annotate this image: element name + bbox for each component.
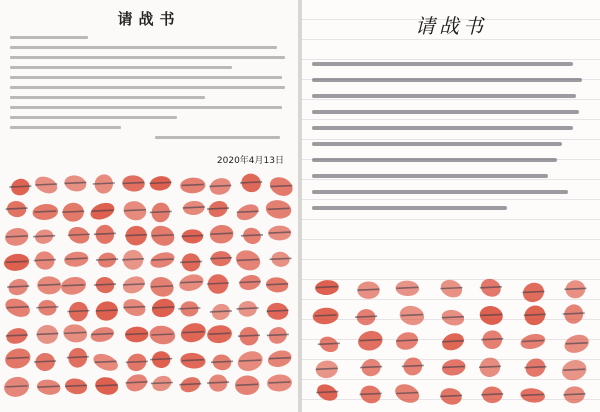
left-fingerprint-grid <box>0 0 298 412</box>
left-signature-stamp <box>121 296 148 319</box>
right-signature-stamp <box>562 332 591 356</box>
left-signature-stamp <box>125 351 149 374</box>
left-signature-stamp <box>89 325 115 344</box>
left-signature-stamp <box>267 374 293 392</box>
left-signature-stamp <box>4 226 30 247</box>
right-fingerprint-grid <box>302 0 600 412</box>
left-signature-stamp <box>6 276 30 298</box>
left-signature-stamp <box>33 228 55 246</box>
left-signature-stamp <box>265 276 289 293</box>
right-signature-stamp <box>519 332 547 352</box>
left-signature-stamp <box>125 326 149 343</box>
right-signature-stamp <box>440 330 467 353</box>
left-signature-stamp <box>183 200 205 215</box>
left-signature-stamp <box>149 175 172 192</box>
right-signature-stamp <box>317 334 340 355</box>
right-signature-stamp <box>398 304 426 328</box>
right-signature-stamp <box>395 280 419 297</box>
left-signature-stamp <box>94 276 116 295</box>
right-signature-stamp <box>401 355 425 378</box>
right-signature-stamp <box>477 355 502 379</box>
right-signature-stamp <box>441 358 467 378</box>
left-signature-stamp <box>148 222 177 249</box>
left-signature-stamp <box>94 299 120 322</box>
left-signature-stamp <box>62 202 85 222</box>
right-petition-title: 请战书 <box>415 14 487 38</box>
left-signature-stamp <box>235 348 265 374</box>
left-signature-stamp <box>206 198 230 219</box>
left-signature-stamp <box>211 353 233 372</box>
right-signature-stamp <box>523 355 549 380</box>
left-signature-stamp <box>6 200 28 219</box>
left-signature-stamp <box>235 375 260 395</box>
left-signature-stamp <box>36 378 61 396</box>
left-signature-stamp <box>209 224 234 244</box>
left-signature-stamp <box>3 252 30 272</box>
left-signature-stamp <box>266 348 293 369</box>
left-signature-stamp <box>124 371 150 394</box>
right-signature-stamp <box>478 304 504 327</box>
left-signature-stamp <box>182 229 204 243</box>
left-signature-stamp <box>268 225 291 240</box>
left-signature-stamp <box>178 301 200 317</box>
left-signature-stamp <box>238 273 262 292</box>
right-signature-stamp <box>440 308 465 328</box>
left-signature-stamp <box>179 320 208 345</box>
left-signature-stamp <box>96 251 118 270</box>
right-signature-stamp <box>563 386 585 404</box>
left-signature-stamp <box>122 199 149 223</box>
left-signature-stamp <box>267 174 296 200</box>
left-signature-stamp <box>180 352 207 370</box>
left-signature-stamp <box>94 375 120 397</box>
right-signature-stamp <box>355 308 377 325</box>
left-signature-stamp <box>233 247 263 274</box>
left-signature-stamp <box>36 299 58 316</box>
left-signature-stamp <box>239 171 264 195</box>
left-signature-stamp <box>241 225 264 247</box>
left-signature-stamp <box>37 276 61 295</box>
left-signature-stamp <box>179 250 203 274</box>
right-petition-sheet <box>302 0 600 412</box>
right-signature-stamp <box>520 279 547 305</box>
left-signature-stamp <box>266 302 289 321</box>
left-signature-stamp <box>148 324 176 346</box>
left-signature-stamp <box>206 324 233 345</box>
left-signature-stamp <box>64 377 88 396</box>
left-signature-stamp <box>9 176 32 197</box>
right-signature-stamp <box>481 386 503 403</box>
left-signature-stamp <box>266 324 289 346</box>
left-signature-stamp <box>5 326 29 346</box>
right-signature-stamp <box>478 276 504 300</box>
right-signature-stamp <box>520 387 546 404</box>
right-signature-stamp <box>521 302 548 328</box>
left-signature-stamp <box>150 351 172 368</box>
left-signature-stamp <box>63 174 88 194</box>
left-signature-stamp <box>33 174 60 197</box>
left-signature-stamp <box>3 295 33 320</box>
right-signature-stamp <box>315 359 339 379</box>
left-signature-stamp <box>207 274 229 295</box>
right-signature-stamp <box>564 279 586 299</box>
left-signature-stamp <box>149 201 172 225</box>
left-signature-stamp <box>180 177 206 194</box>
left-signature-stamp <box>124 225 147 247</box>
left-signature-stamp <box>264 198 292 220</box>
left-signature-stamp <box>237 300 259 318</box>
left-signature-stamp <box>121 273 148 296</box>
left-signature-stamp <box>36 324 58 344</box>
left-signature-stamp <box>62 323 88 344</box>
left-signature-stamp <box>148 274 176 299</box>
left-signature-stamp <box>32 203 59 221</box>
left-signature-stamp <box>208 176 233 197</box>
left-signature-stamp <box>150 373 173 393</box>
right-signature-stamp <box>356 328 385 353</box>
left-signature-stamp <box>66 299 91 324</box>
left-signature-stamp <box>33 249 57 272</box>
left-signature-stamp <box>270 251 292 269</box>
left-signature-stamp <box>94 224 116 244</box>
right-signature-stamp <box>360 357 382 378</box>
left-signature-stamp <box>3 346 33 372</box>
left-signature-stamp <box>59 275 87 297</box>
right-signature-stamp <box>481 329 503 350</box>
left-signature-stamp <box>63 250 89 267</box>
right-signature-stamp <box>438 277 465 301</box>
left-signature-stamp <box>238 327 260 346</box>
right-signature-stamp <box>315 279 340 295</box>
right-signature-stamp <box>314 381 340 404</box>
right-signature-stamp <box>357 281 379 299</box>
left-signature-stamp <box>178 375 202 395</box>
left-signature-stamp <box>122 174 146 192</box>
right-signature-stamp <box>394 330 420 353</box>
left-signature-stamp <box>149 250 177 271</box>
left-signature-stamp <box>88 200 116 223</box>
left-signature-stamp <box>92 172 115 196</box>
right-signature-stamp <box>561 301 586 326</box>
left-signature-stamp <box>2 375 31 399</box>
right-signature-stamp <box>439 386 463 406</box>
left-signature-stamp <box>235 201 261 223</box>
left-signature-stamp <box>34 352 56 372</box>
left-signature-stamp <box>177 272 205 294</box>
right-signature-stamp <box>392 381 422 407</box>
left-petition-title: 请战书 <box>117 10 181 28</box>
left-signature-stamp <box>121 248 144 271</box>
left-petition-sheet <box>0 0 298 412</box>
left-signature-stamp <box>210 301 233 322</box>
left-signature-stamp <box>91 351 120 374</box>
left-signature-stamp <box>66 346 89 370</box>
right-signature-stamp <box>312 307 339 325</box>
right-signature-stamp <box>358 383 383 405</box>
left-signature-stamp <box>150 296 177 319</box>
left-signature-stamp <box>66 224 91 246</box>
left-signature-stamp <box>210 251 232 267</box>
right-signature-stamp <box>560 357 589 383</box>
left-petition-date: 2020年4月13日 <box>216 156 284 166</box>
left-signature-stamp <box>207 374 229 392</box>
